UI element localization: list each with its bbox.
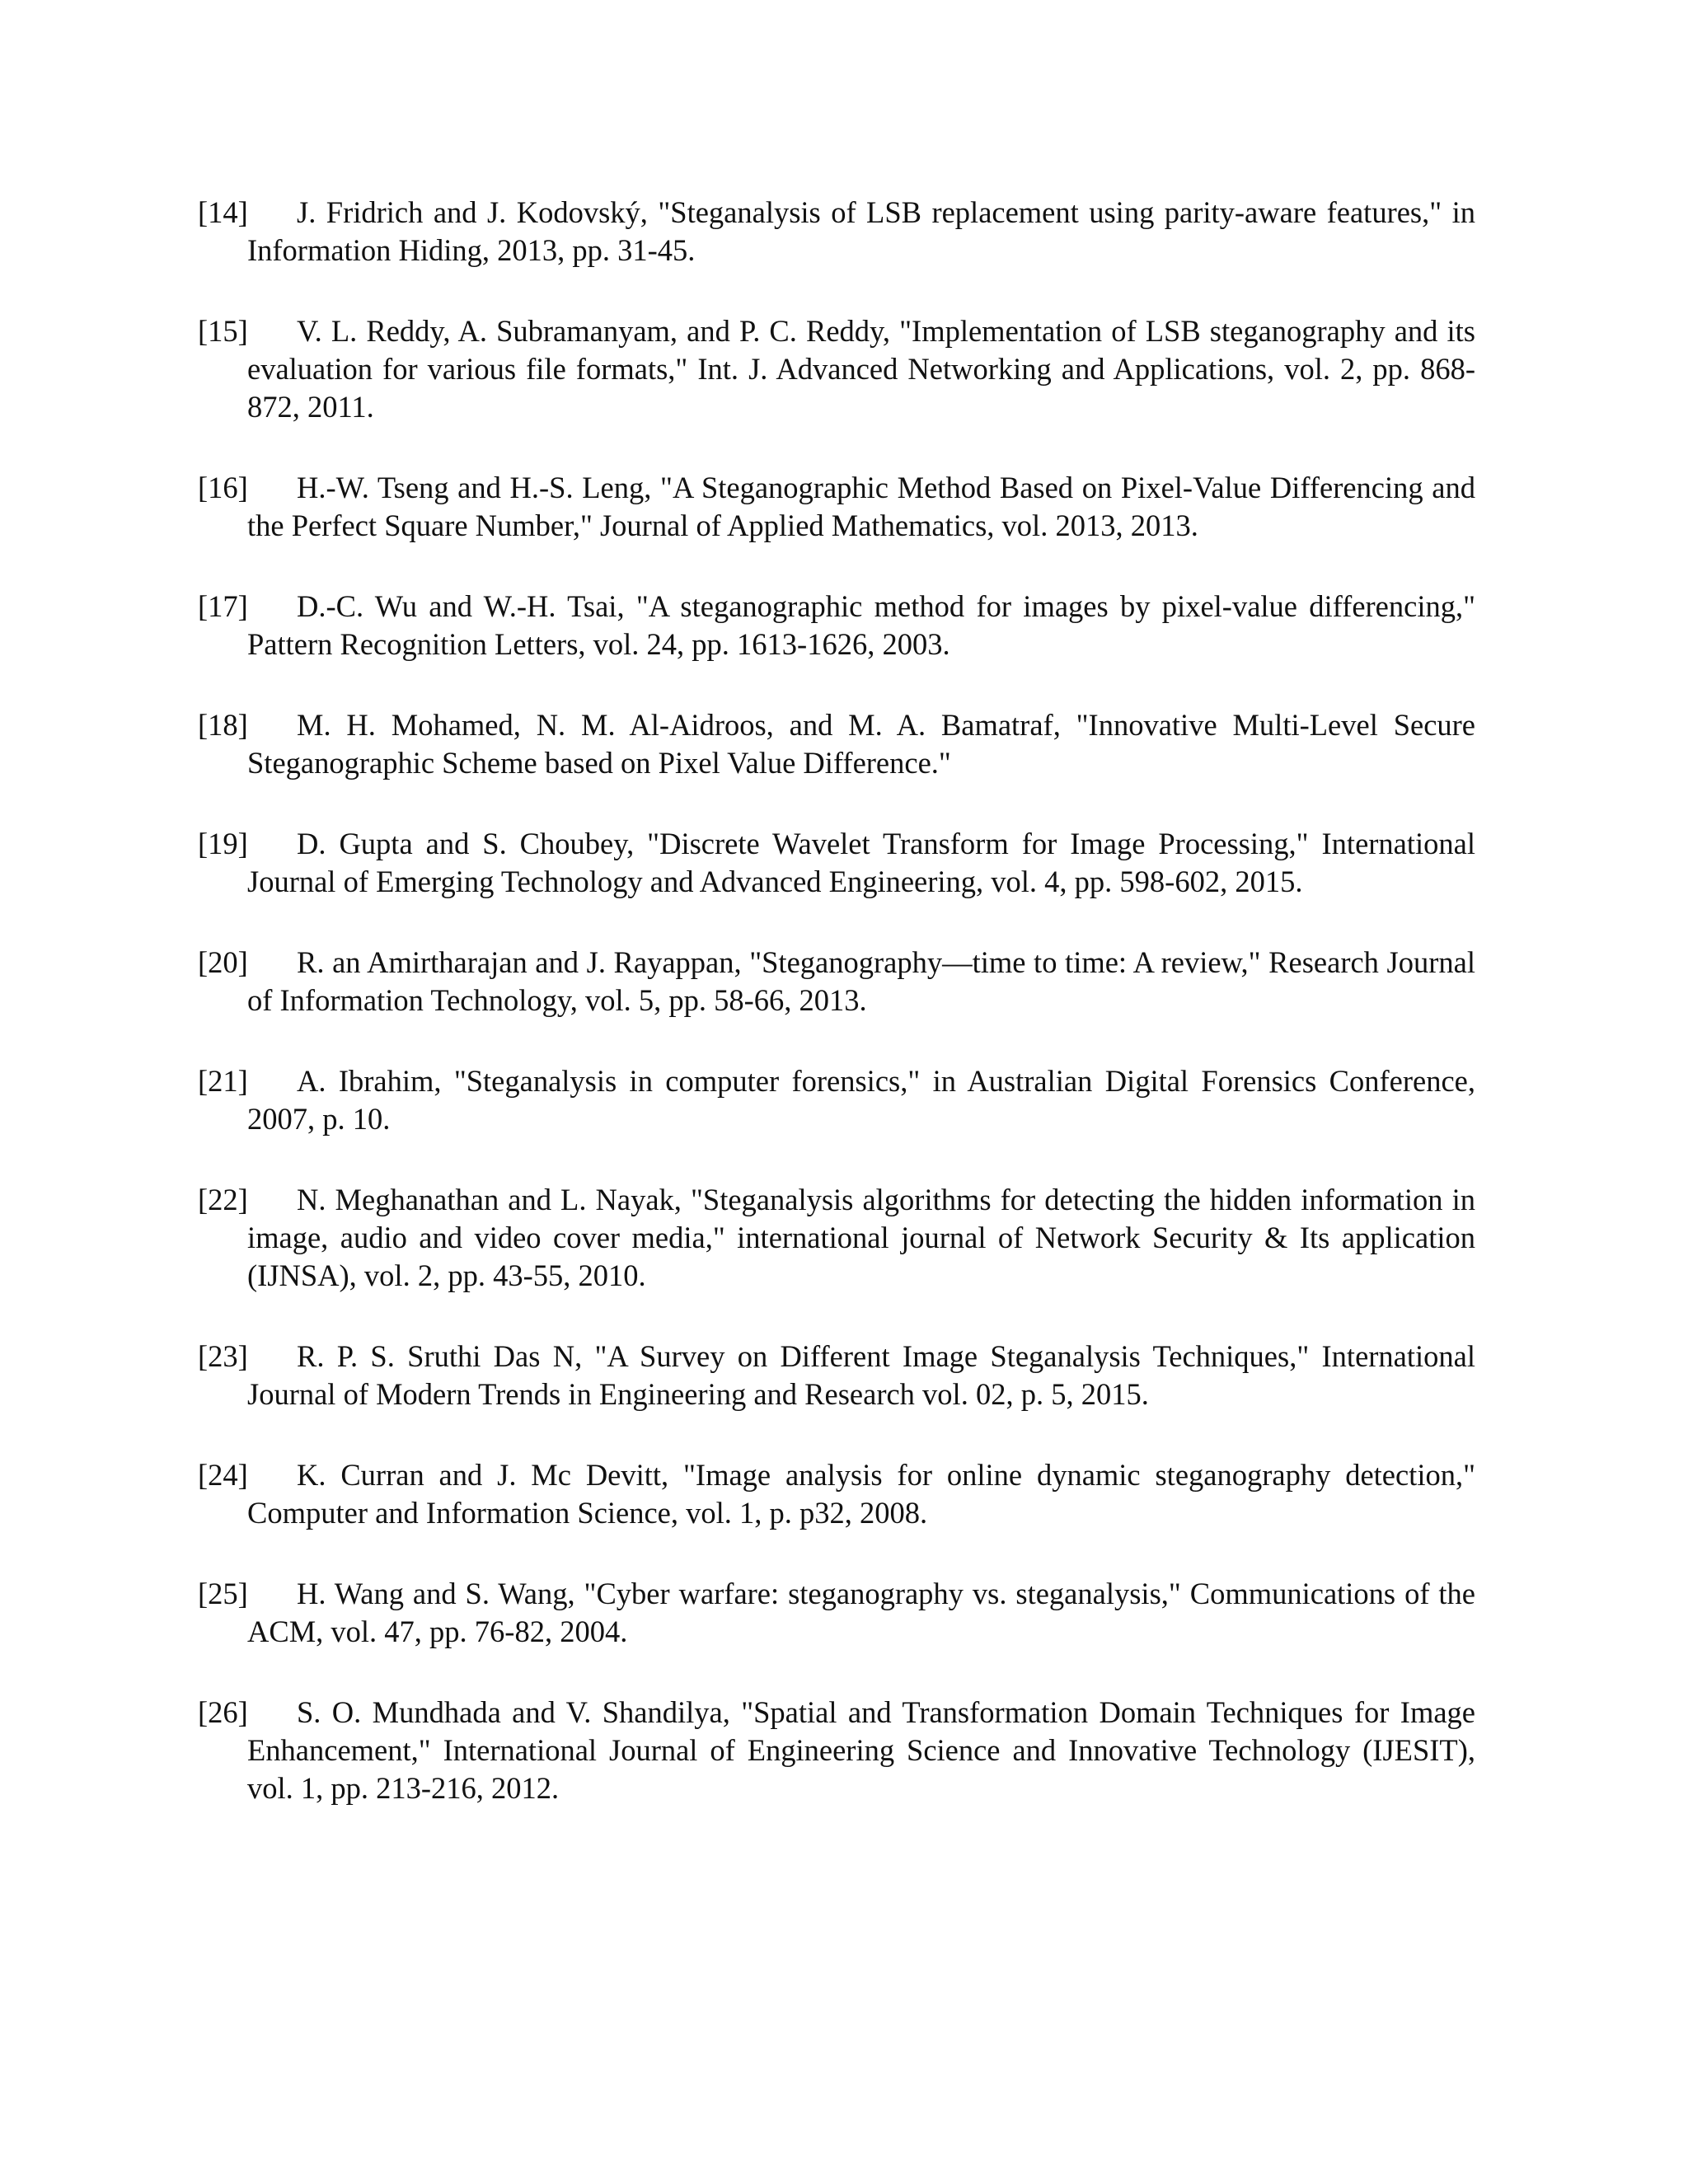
reference-text: H.-W. Tseng and H.-S. Leng, "A Steganographic Method Based on Pixel-Value Differencing and the Perfect Square Number," Journal of Applied Mathematics, vol. 2013, 2013. — [247, 471, 1475, 542]
reference-number: [21] — [198, 1064, 248, 1098]
reference-number: [18] — [198, 708, 248, 742]
reference-text: S. O. Mundhada and V. Shandilya, "Spatial and Transformation Domain Techniques for Image Enhancement," International Journal of Engineering Science and Innovative Technology (IJESIT), vol. 1, pp. 213-216, 2012. — [247, 1695, 1475, 1805]
reference-text: M. H. Mohamed, N. M. Al-Aidroos, and M. A. Bamatraf, "Innovative Multi-Level Secure Steganographic Scheme based on Pixel Value Difference." — [247, 708, 1475, 780]
reference-text: D. Gupta and S. Choubey, "Discrete Wavelet Transform for Image Processing," International Journal of Emerging Technology and Advanced Engineering, vol. 4, pp. 598-602, 2015. — [247, 827, 1475, 898]
reference-item — [198, 1338, 1475, 1413]
reference-text: D.-C. Wu and W.-H. Tsai, "A steganographic method for images by pixel-value differencing," Pattern Recognition Letters, vol. 24, pp. 1613-1626, 2003. — [247, 589, 1475, 661]
reference-item — [198, 1575, 1475, 1651]
reference-text: N. Meghanathan and L. Nayak, "Steganalysis algorithms for detecting the hidden information in image, audio and video cover media," international journal of Network Security & Its application (IJNSA), vol. 2, pp. 43-55, 2010. — [247, 1183, 1475, 1292]
reference-item — [198, 588, 1475, 663]
reference-item — [198, 1181, 1475, 1295]
reference-number: [15] — [198, 314, 248, 348]
reference-text: R. P. S. Sruthi Das N, "A Survey on Different Image Steganalysis Techniques," International Journal of Modern Trends in Engineering and Research vol. 02, p. 5, 2015. — [247, 1339, 1475, 1411]
reference-list — [198, 194, 1475, 1850]
reference-item — [198, 194, 1475, 269]
reference-item — [198, 469, 1475, 545]
reference-number: [14] — [198, 195, 248, 229]
reference-item — [198, 706, 1475, 782]
reference-item — [198, 825, 1475, 901]
reference-text: H. Wang and S. Wang, "Cyber warfare: steganography vs. steganalysis," Communications of the ACM, vol. 47, pp. 76-82, 2004. — [247, 1577, 1475, 1648]
reference-number: [16] — [198, 471, 248, 504]
reference-number: [20] — [198, 945, 248, 979]
reference-number: [25] — [198, 1577, 248, 1610]
reference-number: [19] — [198, 827, 248, 860]
reference-text: K. Curran and J. Mc Devitt, "Image analysis for online dynamic steganography detection," Computer and Information Science, vol. 1, p. p32, 2008. — [247, 1458, 1475, 1530]
reference-item — [198, 1062, 1475, 1138]
reference-item — [198, 312, 1475, 426]
reference-number: [26] — [198, 1695, 248, 1729]
reference-number: [23] — [198, 1339, 248, 1373]
reference-item — [198, 1694, 1475, 1807]
reference-text: V. L. Reddy, A. Subramanyam, and P. C. Reddy, "Implementation of LSB steganography and its evaluation for various file formats," Int. J. Advanced Networking and Applications, vol. 2, pp. 868-872, 2011. — [247, 314, 1475, 424]
reference-text: A. Ibrahim, "Steganalysis in computer forensics," in Australian Digital Forensics Conference, 2007, p. 10. — [247, 1064, 1475, 1136]
reference-item — [198, 1456, 1475, 1532]
reference-text: R. an Amirtharajan and J. Rayappan, "Steganography—time to time: A review," Research Journal of Information Technology, vol. 5, pp. 58-66, 2013. — [247, 945, 1475, 1017]
reference-text: J. Fridrich and J. Kodovský, "Steganalysis of LSB replacement using parity-aware features," in Information Hiding, 2013, pp. 31-45. — [247, 195, 1475, 267]
reference-number: [17] — [198, 589, 248, 623]
reference-item — [198, 944, 1475, 1019]
reference-number: [24] — [198, 1458, 248, 1492]
reference-number: [22] — [198, 1183, 248, 1216]
